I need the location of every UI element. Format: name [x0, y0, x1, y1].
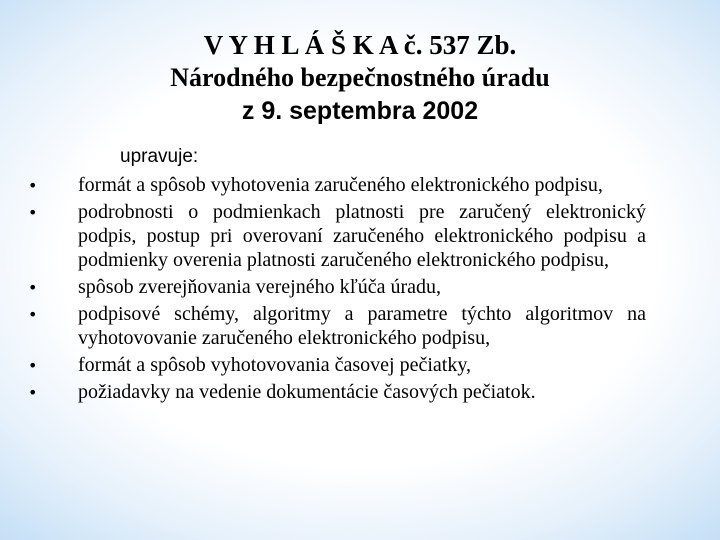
list-item — [28, 174, 646, 198]
list-item-text: požiadavky na vedenie dokumentácie časových pečiatok. — [78, 381, 536, 404]
list-item-text: spôsob zverejňovania verejného kľúča úradu, — [78, 275, 441, 298]
bullet-icon: • — [28, 355, 38, 375]
bullet-icon: • — [28, 383, 38, 403]
title-line-3: z 9. septembra 2002 — [241, 97, 479, 125]
list-item — [28, 201, 646, 272]
list-item — [28, 303, 646, 350]
title-line-1: V Y H L Á Š K A č. 537 Zb. — [203, 30, 517, 60]
list-item — [28, 275, 646, 300]
bullet-icon: • — [28, 203, 38, 223]
bullet-icon: • — [28, 176, 38, 195]
bullet-icon: • — [28, 305, 38, 325]
list-item-text: formát a spôsob vyhotovenia zaručeného elektronického podpisu, — [78, 174, 603, 196]
list-item — [28, 381, 646, 405]
bullet-icon: • — [28, 277, 38, 297]
title-line-2: Národného bezpečnostného úradu — [170, 63, 550, 92]
list-item — [28, 353, 646, 378]
list-item-text: podpisové schémy, algoritmy a parametre týchto algoritmov na vyhotovovanie zaručeného elektronického podpisu, — [78, 303, 646, 349]
list-item-text: podrobnosti o podmienkach platnosti pre zaručený elektronický podpis, postup pri overovaní zaručeného elektronického podpisu a podmienky overenia platnosti zaručeného elektronického podpisu, — [78, 201, 646, 271]
intro-text: upravuje: — [120, 146, 199, 167]
bullet-list — [28, 174, 646, 408]
list-item-text: formát a spôsob vyhotovovania časovej pečiatky, — [78, 353, 472, 376]
